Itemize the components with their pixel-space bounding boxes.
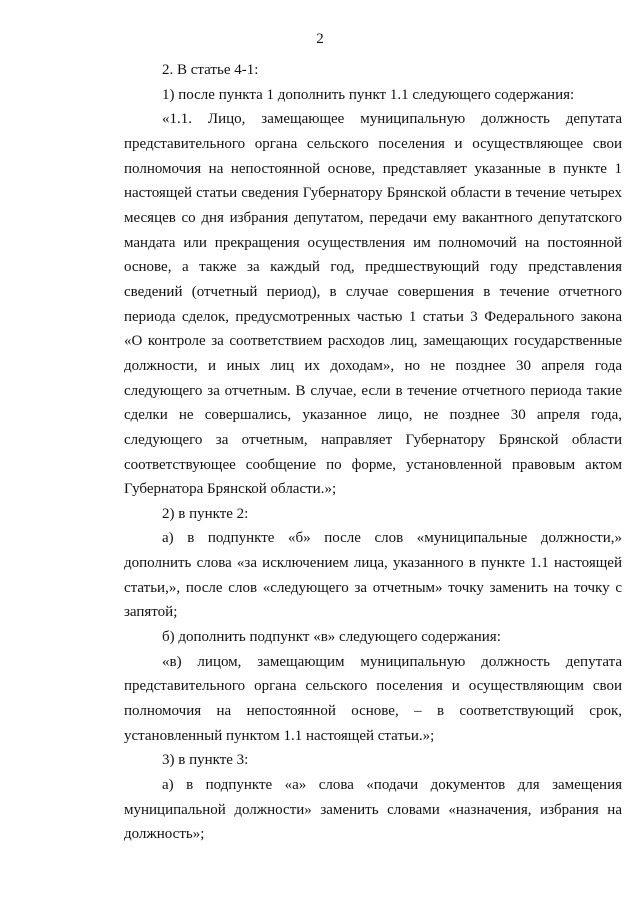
paragraph-article-4-1-heading: 2. В статье 4-1: <box>162 62 259 78</box>
document-body <box>124 58 622 847</box>
paragraph-subclause-v: «в) лицом, замещающим муниципальную должность депутата представительного органа сельского поселения и осуществляющим свои полномочия на непостоянной основе, – в соответствующий срок, установленный пунктом 1.1 настоящей статьи.»; <box>124 653 622 744</box>
paragraph-item-2-intro: 2) в пункте 2: <box>162 505 249 522</box>
paragraph-subitem-a-of-item-3: а) в подпункте «а» слова «подачи документов для замещения муниципальной должности» заменить словами «назначения, избрания на должность»; <box>124 777 622 843</box>
paragraph-clause-1-1: «1.1. Лицо, замещающее муниципальную должность депутата представительного органа сельского поселения и осуществляющее свои полномочия на непостоянной основе, представляет указанные в пункте 1 настоящей статьи сведения Губернатору Брянской области в течение четырех месяцев со дня избрания депутатом, передачи ему вакантного депутатского мандата или прекращения осуществления им полномочий на постоянной основе, а также за каждый год, предшествующий году представления сведений (отчетный период), в случае совершения в течение отчетного периода сделок, предусмотренных частью 1 статьи 3 Федерального закона «О контроле за соответствием расходов лиц, замещающих государственные должности, и иных лиц их доходам», но не позднее 30 апреля года следующего за отчетным. В случае, если в течение отчетного периода такие сделки не совершались, указанное лицо, не позднее 30 апреля года, следующего за отчетным, направляет Губернатору Брянской области соответствующее сообщение по форме, установленной правовым актом Губернатора Брянской области.»; <box>124 111 622 498</box>
page-number: 2 <box>316 31 324 47</box>
paragraph-item-3-intro: 3) в пункте 3: <box>162 752 249 769</box>
paragraph-item-1-intro: 1) после пункта 1 дополнить пункт 1.1 следующего содержания: <box>162 86 575 103</box>
paragraph-subitem-b-of-item-2: б) дополнить подпункт «в» следующего содержания: <box>162 629 501 646</box>
paragraph-subitem-a-of-item-2: а) в подпункте «б» после слов «муниципальные должности,» дополнить слова «за исключением лица, указанного в пункте 1.1 настоящей статьи,», после слов «следующего за отчетным» точку заменить на точку с запятой; <box>124 530 622 621</box>
